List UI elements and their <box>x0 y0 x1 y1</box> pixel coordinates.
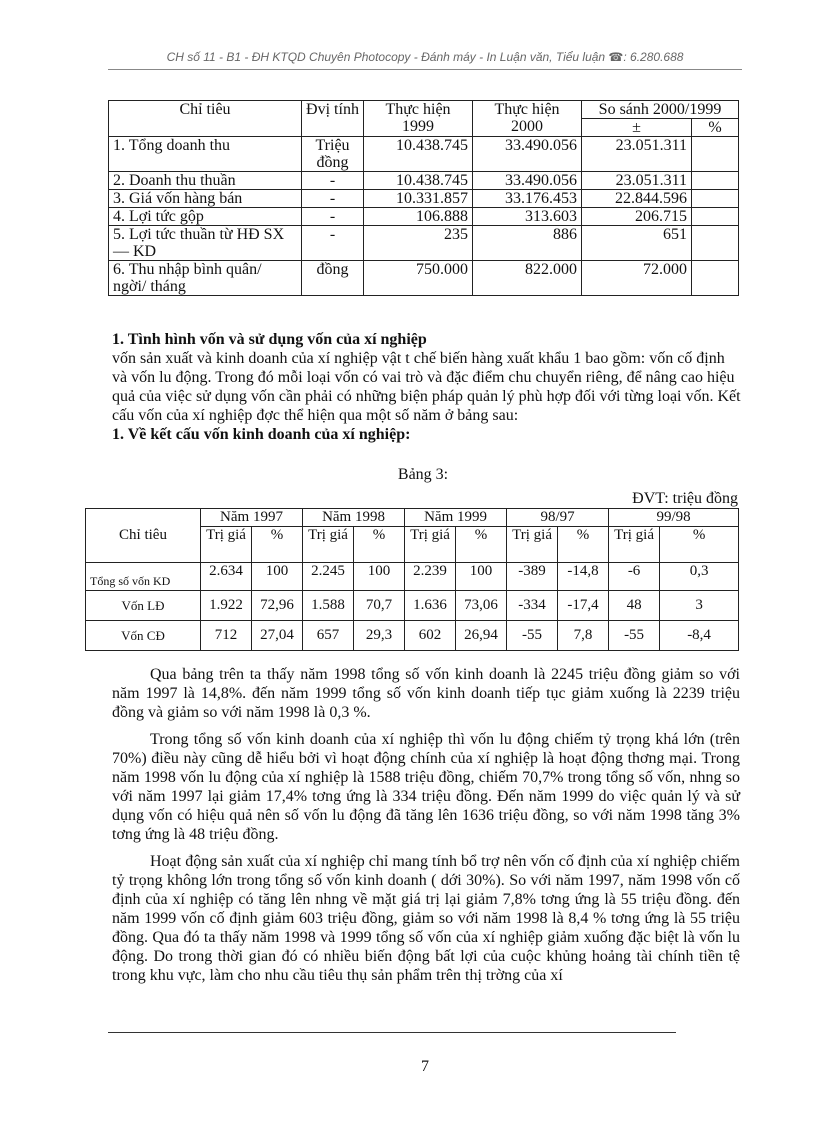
header-cell: Thực hiện 2000 <box>473 101 582 137</box>
table-cell: 73,06 <box>456 591 507 621</box>
header-cell: Thực hiện 1999 <box>364 101 473 137</box>
header-cell: Trị giá <box>303 527 354 563</box>
table-cell: 29,3 <box>354 621 405 651</box>
table-cell <box>692 137 739 172</box>
header-cell: Trị giá <box>405 527 456 563</box>
table-cell: 70,7 <box>354 591 405 621</box>
table-cell <box>692 190 739 208</box>
table-cell: 72,96 <box>252 591 303 621</box>
header-cell: % <box>456 527 507 563</box>
header-cell: Trị giá <box>609 527 660 563</box>
header-cell: Chỉ tiêu <box>109 101 302 137</box>
table-cell: 206.715 <box>582 208 692 226</box>
table-cell: -6 <box>609 563 660 591</box>
table-cell: 2.239 <box>405 563 456 591</box>
header-cell: % <box>660 527 739 563</box>
table-cell: 5. Lợi tức thuần từ HĐ SX — KD <box>109 226 302 261</box>
table-cell: 886 <box>473 226 582 261</box>
table-cell: 657 <box>303 621 354 651</box>
table-cell: - <box>302 226 364 261</box>
table-cell: -55 <box>609 621 660 651</box>
table-cell: 72.000 <box>582 261 692 296</box>
table-cell: -334 <box>507 591 558 621</box>
table-cell: - <box>302 190 364 208</box>
table-row <box>86 621 739 651</box>
table-cell: 235 <box>364 226 473 261</box>
table-cell: 313.603 <box>473 208 582 226</box>
table-cell: 2.634 <box>201 563 252 591</box>
table-cell: 2.245 <box>303 563 354 591</box>
header-cell: Đvị tính <box>302 101 364 137</box>
section-text: vốn sản xuất và kinh doanh của xí nghiệp vật t chế biến hàng xuất khẩu 1 bao gồm: vốn cố định và vốn lu động. Trong đó mỗi loại vốn có vai trò và đặc điểm chu chuyển riêng, để nâng cao hiệu quả của việc sử dụng vốn cần phải có những biện pháp quản lý phù hợp đối với từng loại vốn. Kết cấu vốn của xí nghiệp đợc thể hiện qua một số năm ở bảng sau: <box>112 350 741 424</box>
table-cell <box>692 261 739 296</box>
header-cell: % <box>558 527 609 563</box>
table-cell: - <box>302 172 364 190</box>
results-table <box>108 100 739 296</box>
table-row <box>86 563 739 591</box>
table-cell: 1. Tổng doanh thu <box>109 137 302 172</box>
table-cell: 651 <box>582 226 692 261</box>
table-cell: 33.490.056 <box>473 137 582 172</box>
table-cell: Tổng số vốn KD <box>86 563 201 591</box>
table-row <box>109 226 739 261</box>
table-cell: 22.844.596 <box>582 190 692 208</box>
table-cell: 602 <box>405 621 456 651</box>
table-row <box>109 261 739 296</box>
table-cell: - <box>302 208 364 226</box>
table-cell: -55 <box>507 621 558 651</box>
header-cell: 99/98 <box>609 509 739 527</box>
table-header-row <box>109 101 739 119</box>
header-cell: Trị giá <box>507 527 558 563</box>
header-cell: Trị giá <box>201 527 252 563</box>
table-cell: 0,3 <box>660 563 739 591</box>
page-header: CH số 11 - B1 - ĐH KTQD Chuyên Photocopy - Đánh máy - In Luận văn, Tiểu luận ☎: 6.280.688 <box>166 50 684 64</box>
header-cell: Năm 1999 <box>405 509 507 527</box>
table-cell: -14,8 <box>558 563 609 591</box>
table-cell: 3 <box>660 591 739 621</box>
header-cell: % <box>252 527 303 563</box>
table-cell: 712 <box>201 621 252 651</box>
table-unit: ĐVT: triệu đồng <box>632 490 738 507</box>
table-cell: 1.588 <box>303 591 354 621</box>
table-cell: 2. Doanh thu thuần <box>109 172 302 190</box>
table-cell: 10.331.857 <box>364 190 473 208</box>
table-cell: 3. Giá vốn hàng bán <box>109 190 302 208</box>
table-cell: Triệu đồng <box>302 137 364 172</box>
table-cell: 106.888 <box>364 208 473 226</box>
table-cell: 100 <box>354 563 405 591</box>
table-cell: -389 <box>507 563 558 591</box>
header-cell: Chỉ tiêu <box>86 509 201 563</box>
table-cell: 23.051.311 <box>582 172 692 190</box>
table-cell: -8,4 <box>660 621 739 651</box>
table-cell: 27,04 <box>252 621 303 651</box>
header-rule <box>108 69 742 70</box>
header-cell: % <box>354 527 405 563</box>
table-row <box>109 208 739 226</box>
table-cell <box>692 226 739 261</box>
header-cell: 98/97 <box>507 509 609 527</box>
table-cell: 48 <box>609 591 660 621</box>
table-cell: 10.438.745 <box>364 172 473 190</box>
table-cell: 33.176.453 <box>473 190 582 208</box>
paragraph: Hoạt động sản xuất của xí nghiệp chỉ mang tính bổ trợ nên vốn cố định của xí nghiệp chiếm tỷ trọng không lớn trong tổng số vốn kinh doanh ( dới 30%). So với năm 1997, năm 1998 vốn cố định của xí nghiệp có tăng lên nhng về mặt giá trị lại giảm 7,8% tơng ứng là 55 triệu đồng. đến năm 1999 vốn cố định giảm 603 triệu đồng, giảm so với năm 1998 là 8,4 % tơng ứng là 55 triệu đồng. Qua đó ta thấy năm 1998 và 1999 tổng số vốn của xí nghiệp giảm xuống đặc biệt là vốn lu động. Do trong thời gian đó có nhiều biến động bất lợi của cuộc khủng hoảng tài chính tiền tệ trong khu vực, làm cho nhu cầu tiêu thụ sản phẩm trên thị trờng của xí <box>112 853 740 984</box>
table-row <box>109 137 739 172</box>
capital-section <box>112 330 742 444</box>
header-cell: ± <box>582 119 692 137</box>
subsection-heading: 1. Về kết cấu vốn kinh doanh của xí nghiệp: <box>112 426 411 443</box>
table-cell: 1.922 <box>201 591 252 621</box>
table-cell: 23.051.311 <box>582 137 692 172</box>
capital-structure-table <box>85 508 739 651</box>
footer-rule <box>108 1032 676 1033</box>
paragraph: Qua bảng trên ta thấy năm 1998 tổng số vốn kinh doanh là 2245 triệu đồng giảm so với năm 1997 là 14,8%. đến năm 1999 tổng số vốn kinh doanh tiếp tục giảm xuống là 2239 triệu đồng và giảm so với năm 1998 là 0,3 %. <box>112 666 740 721</box>
table-cell: 7,8 <box>558 621 609 651</box>
table-row <box>86 591 739 621</box>
table-cell: đồng <box>302 261 364 296</box>
header-cell: So sánh 2000/1999 <box>582 101 739 119</box>
table-cell <box>692 172 739 190</box>
table-cell: -17,4 <box>558 591 609 621</box>
paragraph: Trong tổng số vốn kinh doanh của xí nghiệp thì vốn lu động chiếm tỷ trọng khá lớn (trên 70%) điều này cũng dễ hiểu bởi vì hoạt động chính của xí nghiệp là hoạt động thơng mại. Trong năm 1998 vốn lu động của xí nghiệp là 1588 triệu đồng, chiếm 70,7% trong tổng số vốn, nhng so với năm 1997 lại giảm 17,4% tơng ứng là 334 triệu đồng. Đến năm 1999 do việc quản lý và sử dụng vốn có hiệu quả nên số vốn lu động đã tăng lên 1636 triệu đồng, so với năm 1998 tăng 3% tơng ứng là 48 triệu đồng. <box>112 731 740 843</box>
analysis-text <box>112 665 740 993</box>
table-caption: Bảng 3: <box>397 466 449 483</box>
header-cell: Năm 1997 <box>201 509 303 527</box>
table-cell: Vốn CĐ <box>86 621 201 651</box>
header-cell: % <box>692 119 739 137</box>
table-cell: Vốn LĐ <box>86 591 201 621</box>
table-cell <box>692 208 739 226</box>
table-cell: 6. Thu nhập bình quân/ ngời/ tháng <box>109 261 302 296</box>
header-cell: Năm 1998 <box>303 509 405 527</box>
table-cell: 1.636 <box>405 591 456 621</box>
table-cell: 100 <box>456 563 507 591</box>
table-cell: 4. Lợi tức gộp <box>109 208 302 226</box>
table-cell: 33.490.056 <box>473 172 582 190</box>
table-row <box>109 190 739 208</box>
table-cell: 100 <box>252 563 303 591</box>
table-cell: 10.438.745 <box>364 137 473 172</box>
page-number: 7 <box>421 1058 429 1075</box>
section-heading: 1. Tình hình vốn và sử dụng vốn của xí nghiệp <box>112 331 427 348</box>
table-cell: 26,94 <box>456 621 507 651</box>
table-header-row <box>86 509 739 527</box>
table-cell: 750.000 <box>364 261 473 296</box>
table-row <box>109 172 739 190</box>
table-cell: 822.000 <box>473 261 582 296</box>
